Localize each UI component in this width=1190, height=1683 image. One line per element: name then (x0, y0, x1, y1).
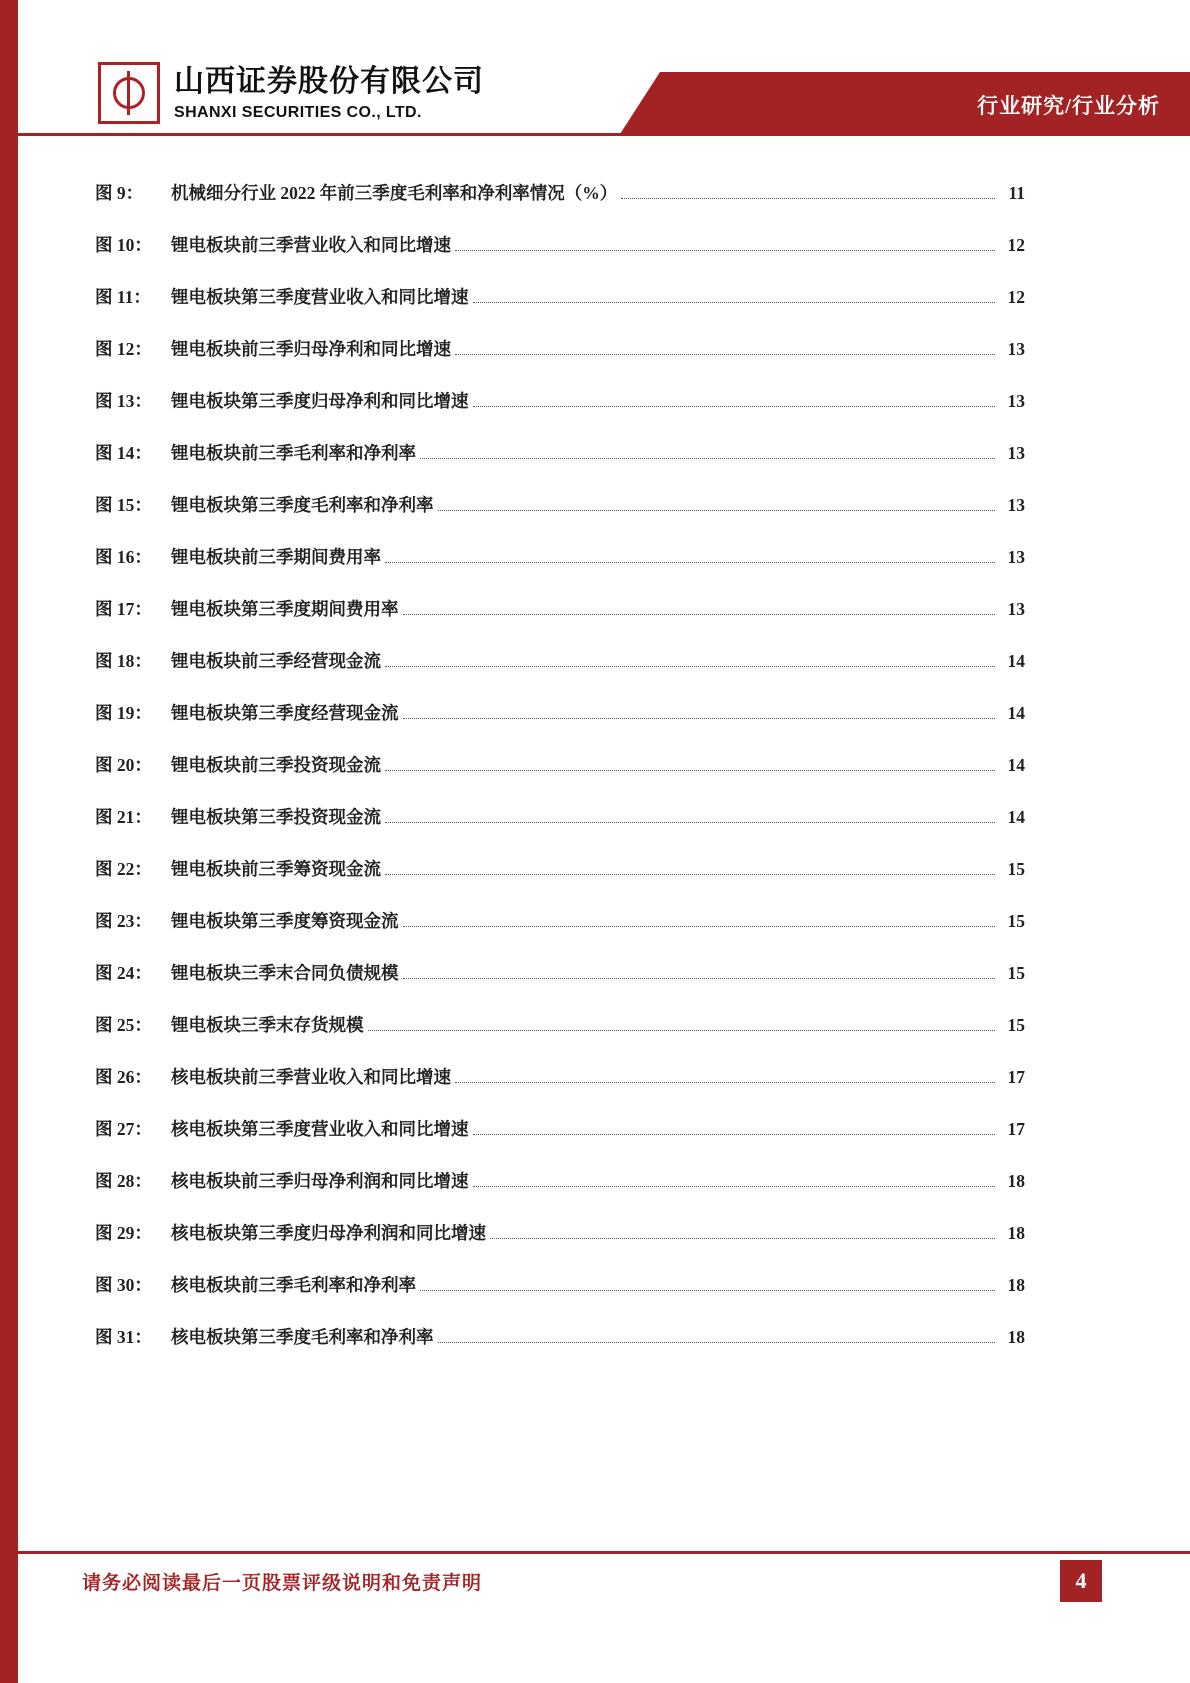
toc-entry-page: 15 (1007, 911, 1025, 931)
toc-entry-title: 核电板块第三季度归母净利润和同比增速 (171, 1223, 486, 1243)
toc-entry-page: 11 (1008, 183, 1025, 203)
toc-leader-dots (420, 1290, 995, 1291)
toc-leader-dots (621, 198, 995, 199)
toc-entry-title: 锂电板块前三季投资现金流 (171, 755, 381, 775)
toc-entry[interactable] (95, 388, 1025, 440)
toc-entry-page: 15 (1007, 963, 1025, 983)
toc-entry-page: 18 (1007, 1327, 1025, 1347)
toc-entry-label: 图 22： (95, 859, 152, 879)
header-band-label: 行业研究/行业分析 (977, 94, 1160, 118)
toc-leader-dots (473, 302, 996, 303)
toc-leader-dots (438, 510, 996, 511)
toc-entry-label: 图 9： (95, 183, 144, 203)
toc-entry[interactable] (95, 1116, 1025, 1168)
toc-entry-title: 锂电板块第三季度归母净利和同比增速 (171, 391, 469, 411)
toc-entry-page: 13 (1007, 495, 1025, 515)
toc-entry[interactable] (95, 804, 1025, 856)
toc-entry-label: 图 30： (95, 1275, 152, 1295)
toc-leader-dots (403, 718, 996, 719)
toc-leader-dots (403, 978, 996, 979)
toc-entry-page: 18 (1007, 1223, 1025, 1243)
toc-entry-page: 13 (1007, 391, 1025, 411)
toc-entry-title: 锂电板块三季末合同负债规模 (171, 963, 399, 983)
toc-entry[interactable] (95, 752, 1025, 804)
toc-entry-page: 17 (1007, 1119, 1025, 1139)
shanxi-securities-logo-icon (98, 62, 160, 124)
toc-entry-page: 18 (1007, 1275, 1025, 1295)
toc-entry-label: 图 18： (95, 651, 152, 671)
toc-leader-dots (403, 926, 996, 927)
toc-entry[interactable] (95, 1064, 1025, 1116)
toc-entry[interactable] (95, 1012, 1025, 1064)
toc-entry-title: 锂电板块第三季度筹资现金流 (171, 911, 399, 931)
toc-entry[interactable] (95, 440, 1025, 492)
toc-entry[interactable] (95, 284, 1025, 336)
toc-entry-label: 图 11： (95, 287, 151, 307)
toc-entry[interactable] (95, 336, 1025, 388)
toc-leader-dots (385, 770, 995, 771)
toc-entry-label: 图 13： (95, 391, 152, 411)
toc-entry[interactable] (95, 1168, 1025, 1220)
toc-entry[interactable] (95, 1272, 1025, 1324)
toc-entry[interactable] (95, 700, 1025, 752)
toc-leader-dots (385, 874, 995, 875)
toc-entry-title: 核电板块第三季度毛利率和净利率 (171, 1327, 434, 1347)
toc-entry-page: 14 (1007, 755, 1025, 775)
toc-entry[interactable] (95, 492, 1025, 544)
toc-entry-page: 15 (1007, 1015, 1025, 1035)
toc-entry-title: 核电板块前三季营业收入和同比增速 (171, 1067, 451, 1087)
toc-leader-dots (473, 1186, 996, 1187)
toc-entry-title: 锂电板块第三季度经营现金流 (171, 703, 399, 723)
toc-entry-label: 图 31： (95, 1327, 152, 1347)
toc-entry[interactable] (95, 908, 1025, 960)
toc-entry-title: 锂电板块前三季归母净利和同比增速 (171, 339, 451, 359)
toc-leader-dots (385, 666, 995, 667)
toc-leader-dots (385, 562, 995, 563)
toc-entry-title: 锂电板块前三季筹资现金流 (171, 859, 381, 879)
toc-entry-title: 锂电板块三季末存货规模 (171, 1015, 364, 1035)
toc-entry[interactable] (95, 960, 1025, 1012)
header-divider (18, 133, 1190, 136)
toc-entry-page: 17 (1007, 1067, 1025, 1087)
toc-entry-title: 锂电板块第三季度毛利率和净利率 (171, 495, 434, 515)
company-name-block (174, 64, 484, 122)
company-name-cn: 山西证券股份有限公司 (174, 65, 484, 98)
toc-leader-dots (368, 1030, 996, 1031)
toc-leader-dots (490, 1238, 995, 1239)
toc-entry-label: 图 29： (95, 1223, 152, 1243)
footer-disclaimer: 请务必阅读最后一页股票评级说明和免责声明 (82, 1573, 483, 1594)
toc-entry-page: 13 (1007, 547, 1025, 567)
toc-entry-page: 14 (1007, 651, 1025, 671)
toc-entry-title: 锂电板块前三季毛利率和净利率 (171, 443, 416, 463)
toc-leader-dots (473, 1134, 996, 1135)
toc-entry-title: 机械细分行业 2022 年前三季度毛利率和净利率情况（%） (171, 183, 618, 203)
toc-entry-label: 图 16： (95, 547, 152, 567)
toc-entry-page: 12 (1007, 287, 1025, 307)
toc-leader-dots (455, 1082, 995, 1083)
toc-leader-dots (420, 458, 995, 459)
toc-entry-page: 15 (1007, 859, 1025, 879)
footer-divider (18, 1551, 1190, 1554)
page-number-badge: 4 (1060, 1560, 1102, 1602)
toc-entry-title: 锂电板块第三季度营业收入和同比增速 (171, 287, 469, 307)
toc-entry-title: 锂电板块第三季投资现金流 (171, 807, 381, 827)
toc-entry-label: 图 10： (95, 235, 152, 255)
toc-entry-page: 13 (1007, 599, 1025, 619)
toc-entry-page: 13 (1007, 339, 1025, 359)
toc-entry-title: 锂电板块前三季经营现金流 (171, 651, 381, 671)
page-header (18, 52, 1190, 134)
toc-entry[interactable] (95, 232, 1025, 284)
toc-entry-label: 图 25： (95, 1015, 152, 1035)
toc-entry-page: 13 (1007, 443, 1025, 463)
toc-leader-dots (385, 822, 995, 823)
toc-leader-dots (438, 1342, 996, 1343)
toc-entry-label: 图 19： (95, 703, 152, 723)
company-name-en: SHANXI SECURITIES CO., LTD. (174, 104, 422, 121)
toc-entry-label: 图 24： (95, 963, 152, 983)
toc-entry-label: 图 27： (95, 1119, 152, 1139)
toc-leader-dots (403, 614, 996, 615)
toc-entry-label: 图 23： (95, 911, 152, 931)
toc-entry[interactable] (95, 596, 1025, 648)
toc-entry[interactable] (95, 856, 1025, 908)
toc-entry-page: 14 (1007, 807, 1025, 827)
toc-entry-label: 图 20： (95, 755, 152, 775)
toc-entry-title: 核电板块前三季归母净利润和同比增速 (171, 1171, 469, 1191)
toc-entry[interactable] (95, 544, 1025, 596)
toc-entry-page: 14 (1007, 703, 1025, 723)
toc-entry-label: 图 15： (95, 495, 152, 515)
toc-entry-title: 锂电板块第三季度期间费用率 (171, 599, 399, 619)
toc-leader-dots (473, 406, 996, 407)
toc-entry-label: 图 14： (95, 443, 152, 463)
toc-entry[interactable] (95, 1220, 1025, 1272)
toc-entry-title: 核电板块前三季毛利率和净利率 (171, 1275, 416, 1295)
toc-leader-dots (455, 250, 995, 251)
toc-entry[interactable] (95, 1324, 1025, 1376)
toc-leader-dots (455, 354, 995, 355)
toc-entry-label: 图 12： (95, 339, 152, 359)
toc-entry-label: 图 26： (95, 1067, 152, 1087)
toc-entry[interactable] (95, 180, 1025, 232)
company-logo (98, 62, 484, 124)
toc-entry-page: 12 (1007, 235, 1025, 255)
toc-entry-title: 锂电板块前三季期间费用率 (171, 547, 381, 567)
toc-entry-title: 核电板块第三季度营业收入和同比增速 (171, 1119, 469, 1139)
toc-entry-page: 18 (1007, 1171, 1025, 1191)
toc-entry[interactable] (95, 648, 1025, 700)
toc-entry-title: 锂电板块前三季营业收入和同比增速 (171, 235, 451, 255)
left-red-stripe (0, 0, 18, 1683)
table-of-contents (95, 180, 1025, 1376)
toc-entry-label: 图 21： (95, 807, 152, 827)
toc-entry-label: 图 17： (95, 599, 152, 619)
toc-entry-label: 图 28： (95, 1171, 152, 1191)
